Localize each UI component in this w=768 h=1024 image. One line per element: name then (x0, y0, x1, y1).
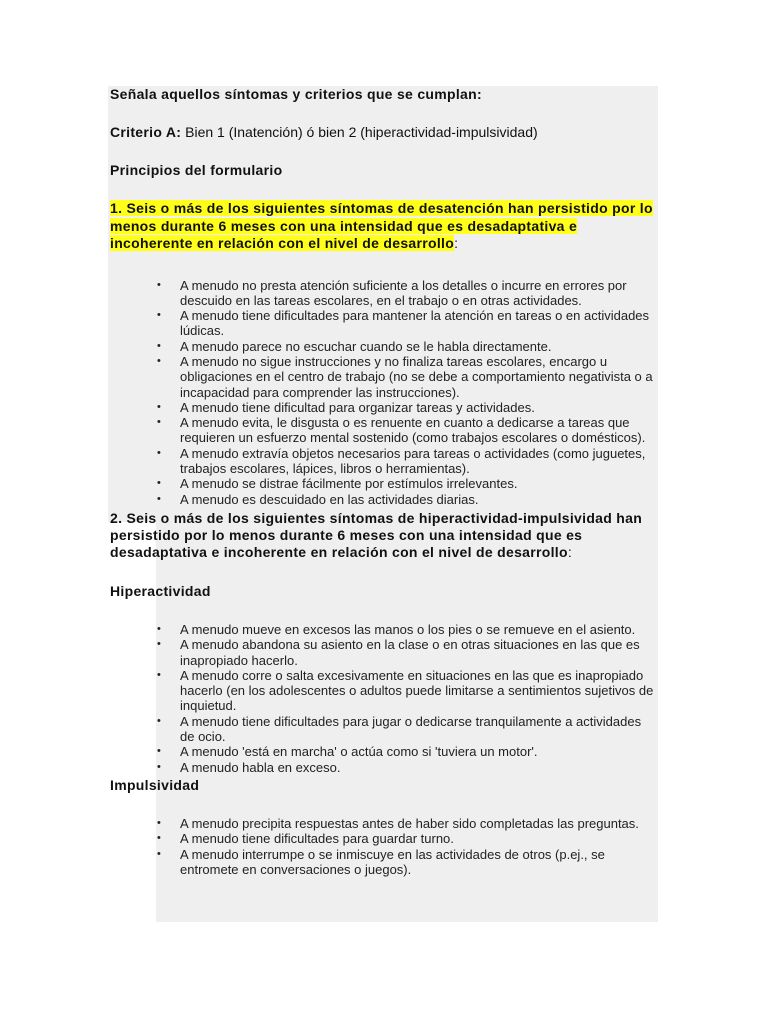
bullet-icon: • (157, 760, 161, 773)
list-item (110, 354, 656, 400)
bullet-icon: • (157, 477, 161, 490)
bullet-icon: • (157, 816, 161, 829)
impulsividad-list (110, 816, 656, 877)
bullet-icon: • (157, 832, 161, 845)
list-item (110, 308, 656, 339)
list-item-text: A menudo evita, le disgusta o es renuente en cuanto a dedicarse a tareas que requieren un esfuerzo mental sostenido (como trabajos escolares o domésticos). (180, 415, 646, 446)
list-item (110, 744, 656, 759)
bullet-icon: • (157, 278, 161, 291)
list-item-text: A menudo no presta atención suficiente a los detalles o incurre en errores por descuido en las tareas escolares, en el trabajo o en otras actividades. (180, 277, 627, 308)
bullet-icon: • (157, 446, 161, 459)
list-item (110, 816, 656, 831)
list-item-text: A menudo tiene dificultades para jugar o dedicarse tranquilamente a actividades de ocio. (180, 713, 642, 745)
impulsividad-heading: Impulsividad (110, 776, 200, 793)
bullet-icon: • (157, 354, 161, 367)
section1-heading (110, 200, 656, 253)
list-item (110, 668, 656, 714)
list-item-text: A menudo 'está en marcha' o actúa como si 'tuviera un motor'. (180, 744, 538, 760)
criterio-text: Bien 1 (Inatención) ó bien 2 (hiperactividad-impulsividad) (181, 124, 538, 140)
list-item (110, 714, 656, 745)
list-item (110, 622, 656, 637)
section1-tail: : (454, 235, 459, 251)
list-item-text: A menudo habla en exceso. (180, 759, 341, 775)
list-item (110, 400, 656, 415)
section2-tail: : (567, 543, 573, 560)
list-item-text: A menudo extravía objetos necesarios para tareas o actividades (como juguetes, trabajos escolares, lápices, libros o herramientas). (180, 445, 646, 477)
bullet-icon: • (157, 309, 161, 322)
principios-heading: Principios del formulario (110, 162, 283, 178)
list-item-text: A menudo tiene dificultad para organizar tareas y actividades. (180, 399, 535, 415)
bullet-icon: • (157, 668, 161, 681)
section1-highlight: 1. Seis o más de los siguientes síntomas de desatención han persistido por lo menos durante 6 meses con una intensidad que es desadaptativa e incoherente en relación con el nivel de desarrollo (110, 200, 653, 251)
list-item (110, 339, 656, 354)
bullet-icon: • (157, 638, 161, 651)
list-item (110, 847, 656, 878)
bullet-icon: • (157, 745, 161, 758)
section2-bold: 2. Seis o más de los siguientes síntomas de hiperactividad-impulsividad han persistido por lo menos durante 6 meses con una intensidad que es desadaptativa e incoherente en relación con el nivel de desarrollo (110, 509, 643, 560)
bullet-icon: • (157, 339, 161, 352)
bullet-icon: • (157, 416, 161, 429)
list-item (110, 760, 656, 775)
list-item-text: A menudo corre o salta excesivamente en situaciones en las que es inapropiado hacerlo (en los adolescentes o adultos puede limitarse a sentimientos sujetivos de inquietud. (180, 667, 654, 714)
list-item-text: A menudo abandona su asiento en la clase o en otras situaciones en las que es inapropiado hacerlo. (180, 637, 640, 668)
list-item-text: A menudo no sigue instrucciones y no finaliza tareas escolares, encargo u obligaciones en el centro de trabajo (no se debe a comportamiento negativista o a incapacidad para comprender las instrucciones). (180, 353, 653, 400)
list-item (110, 831, 656, 846)
bullet-icon: • (157, 492, 161, 505)
list-item-text: A menudo tiene dificultades para guardar turno. (180, 831, 454, 847)
criterio-a (110, 124, 656, 141)
list-item-text: A menudo interrumpe o se inmiscuye en las actividades de otros (p.ej., se entromete en conversaciones o juegos). (180, 846, 605, 877)
list-item-text: A menudo parece no escuchar cuando se le habla directamente. (180, 338, 552, 354)
bullet-icon: • (157, 622, 161, 635)
list-item (110, 415, 656, 446)
list-item (110, 492, 656, 507)
list-item-text: A menudo precipita respuestas antes de haber sido completadas las preguntas. (180, 815, 639, 831)
hiperactividad-heading: Hiperactividad (110, 582, 211, 599)
list-item (110, 446, 656, 477)
list-item-text: A menudo es descuidado en las actividades diarias. (180, 491, 479, 507)
list-item-text: A menudo mueve en excesos las manos o los pies o se remueve en el asiento. (180, 621, 636, 637)
inatencion-list (110, 278, 656, 507)
list-item-text: A menudo tiene dificultades para mantener la atención en tareas o en actividades lúdicas. (180, 308, 650, 339)
list-item (110, 637, 656, 668)
bullet-icon: • (157, 847, 161, 860)
page-heading: Señala aquellos síntomas y criterios que se cumplan: (110, 86, 482, 102)
list-item (110, 476, 656, 491)
bullet-icon: • (157, 714, 161, 727)
list-item (110, 278, 656, 309)
section2-heading (110, 510, 656, 561)
bullet-icon: • (157, 400, 161, 413)
list-item-text: A menudo se distrae fácilmente por estímulos irrelevantes. (180, 476, 518, 492)
document-content (110, 86, 656, 877)
criterio-label: Criterio A: (110, 124, 182, 140)
hiperactividad-list (110, 622, 656, 775)
